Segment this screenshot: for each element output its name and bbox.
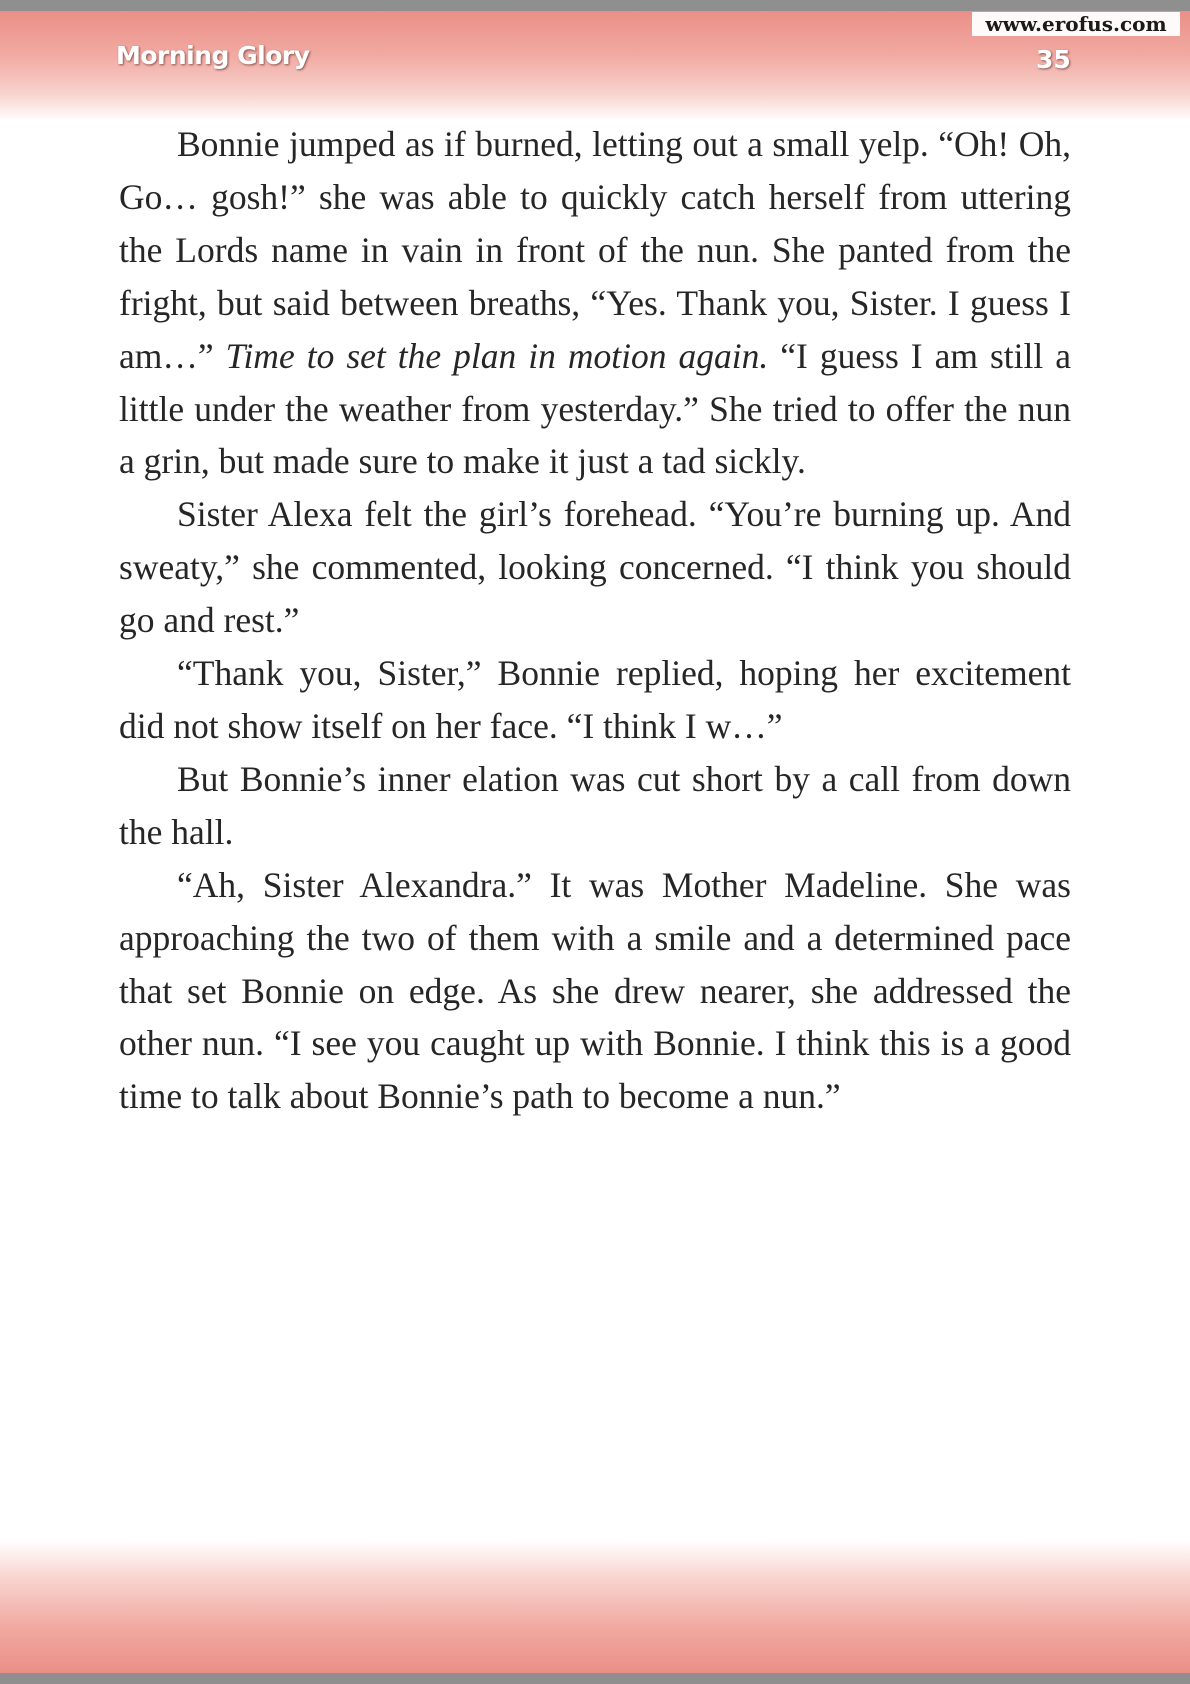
bottom-edge-bar (0, 1673, 1190, 1684)
paragraph-text: “I guess I am still a little under the weather from yesterday.” She tried to offer the nun a grin, but made sure to make it just a tad sickly. (119, 335, 1072, 482)
italic-thought: Time to set the plan in motion again. (225, 335, 769, 376)
body-text (119, 118, 1071, 1123)
running-title: Morning Glory (116, 41, 310, 70)
page-footer (0, 1540, 1190, 1673)
paragraph: “Ah, Sister Alexandra.” It was Mother Madeline. She was approaching the two of them with a smile and a determined pace that set Bonnie on edge. As she drew nearer, she addressed the other nun. “I see you caught up with Bonnie. I think this is a good time to talk about Bonnie’s path to become a nun.” (119, 864, 1071, 1117)
paragraph: But Bonnie’s inner elation was cut short by a call from down the hall. (119, 758, 1071, 852)
watermark: www.erofus.com (972, 12, 1180, 36)
paragraph-text: Bonnie jumped as if burned, letting out a small yelp. “Oh! Oh, Go… gosh!” she was able to quickly catch herself from uttering the Lords name in vain in front of the nun. She panted from the fright, but said between breaths, “Yes. Thank you, Sister. I guess I am…” (119, 124, 1071, 376)
top-edge-bar (0, 0, 1190, 11)
page-number: 35 (1036, 45, 1071, 74)
paragraph (119, 118, 1071, 488)
paragraph: Sister Alexa felt the girl’s forehead. “You’re burning up. And sweaty,” she commented, looking concerned. “I think you should go and rest.” (119, 494, 1071, 641)
paragraph: “Thank you, Sister,” Bonnie replied, hoping her excitement did not show itself on her face. “I think I w…” (119, 653, 1071, 746)
